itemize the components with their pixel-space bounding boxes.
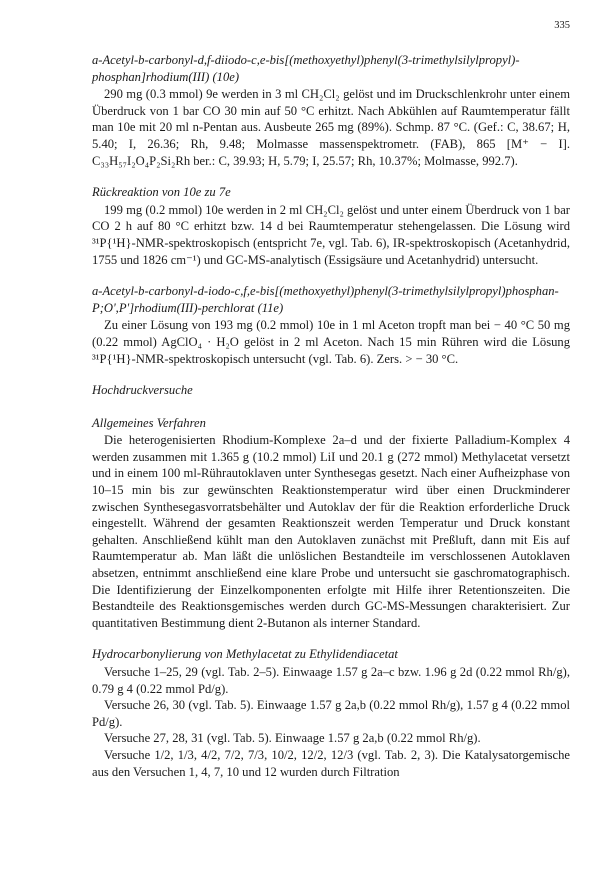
paragraph-10e-synthesis: 290 mg (0.3 mmol) 9e werden in 3 ml CH₂Cl₂ gelöst und im Druckschlenkrohr unter einem Überdruck von 1 bar CO 30 min auf 50 °C erhitzt. Nach Abkühlen auf Raumtemperatur fällt man 10e mit 20 ml n-Pentan aus. Ausbeute 265 mg (89%). Schmp. 87 °C. (Gef.: C, 38.67; H, 5.40; I, 26.36; Rh, 9.48; Molmasse massenspektrometr. (FAB), 865 [M⁺ − I]. C₃₃H₅₇I₂O₄P₂Si₂Rh ber.: C, 39.93; H, 5.79; I, 25.57; Rh, 10.37%; Molmasse, 992.7). [92, 87, 570, 168]
heading-general-procedure: Allgemeines Verfahren [92, 415, 206, 430]
heading-compound-10e: a-Acetyl-b-carbonyl-d,f-diiodo-c,e-bis[(methoxyethyl)phenyl(3-trimethylsilylpropyl)-phosphan]rhodium(III) (10e) [92, 53, 520, 84]
paragraph-11e-synthesis: Zu einer Lösung von 193 mg (0.2 mmol) 10e in 1 ml Aceton tropft man bei − 40 °C 50 mg (0.22 mmol) AgClO₄ · H₂O gelöst in 2 ml Aceton. Nach 15 min Rühren wird die Lösung ³¹P{¹H}-NMR-spektroskopisch untersucht (vgl. Tab. 6). Zers. > − 30 °C. [92, 318, 570, 366]
page-number: 335 [554, 20, 570, 31]
heading-hydrocarbonylation: Hydrocarbonylierung von Methylacetat zu Ethylidendiacetat [92, 647, 398, 662]
section-heading-high-pressure: Hochdruckversuche [92, 383, 193, 398]
list-item-experiments-27-28-31: Versuche 27, 28, 31 (vgl. Tab. 5). Einwaage 1.57 g 2a,b (0.22 mmol Rh/g). [104, 731, 481, 746]
list-item-experiments-recycle: Versuche 1/2, 1/3, 4/2, 7/2, 7/3, 10/2, 12/2, 12/3 (vgl. Tab. 2, 3). Die Katalysatorgemische aus den Versuchen 1, 4, 7, 10 und 12 wurden durch Filtration [92, 747, 570, 779]
list-item-experiments-26-30: Versuche 26, 30 (vgl. Tab. 5). Einwaage 1.57 g 2a,b (0.22 mmol Rh/g), 1.57 g 4 (0.22 mmol Pd/g). [92, 698, 570, 729]
paragraph-general-procedure: Die heterogenisierten Rhodium-Komplexe 2a–d und der fixierte Palladium-Komplex 4 werden zusammen mit 1.365 g (10.2 mmol) LiI und 20.1 g (272 mmol) Methylacetat versetzt und in einem 100 ml-Rührautoklaven unter Synthesegas gesetzt. Nach einer Aufheizphase von 10–15 min bis zur gewünschten Reaktionstemperatur wird über einen Druckminderer zwischen Synthesegasvorratsbehälter und Autoklav der für die Reaktion erforderliche Druck eingestellt. Während der gesamten Reaktionszeit werden Temperatur und Druck konstant gehalten. Anschließend kühlt man den Autoklaven zunächst mit Preßluft, dann mit Eis auf Raumtemperatur ab. Man läßt die unlöslichen Bestandteile im verschlossenen Autoklaven absetzen, entnimmt anschließend eine klare Probe und untersucht sie gaschromatographisch. Die Identifizierung der Einzelkomponenten erfolgte mit Hilfe ihrer Retentionszeiten. Die Bestandteile des Reaktionsgemisches werden durch GC-MS-Messungen charakterisiert. Zur quantitativen Bestimmung dient 2-Butanon als interner Standard. [92, 433, 570, 630]
heading-compound-11e: a-Acetyl-b-carbonyl-d-iodo-c,f,e-bis[(methoxyethyl)phenyl(3-trimethylsilylpropyl)phosphan-P;O',P']rhodium(III)-perchlorat (11e) [92, 284, 559, 315]
paragraph-back-reaction: 199 mg (0.2 mmol) 10e werden in 2 ml CH₂Cl₂ gelöst und unter einem Überdruck von 1 bar CO 2 h auf 80 °C erhitzt bzw. 14 d bei Raumtemperatur stehengelassen. Die Lösung wird ³¹P{¹H}-NMR-spektroskopisch (entspricht 7e, vgl. Tab. 6), IR-spektroskopisch (Acetanhydrid, 1755 und 1826 cm⁻¹) und GC-MS-analytisch (Essigsäure und Acetanhydrid) untersucht. [92, 202, 570, 267]
page-content [92, 52, 570, 780]
list-item-experiments-1-25: Versuche 1–25, 29 (vgl. Tab. 2–5). Einwaage 1.57 g 2a–c bzw. 1.96 g 2d (0.22 mmol Rh/g), 0.79 g 4 (0.22 mmol Pd/g). [92, 665, 570, 696]
heading-back-reaction: Rückreaktion von 10e zu 7e [92, 185, 231, 200]
